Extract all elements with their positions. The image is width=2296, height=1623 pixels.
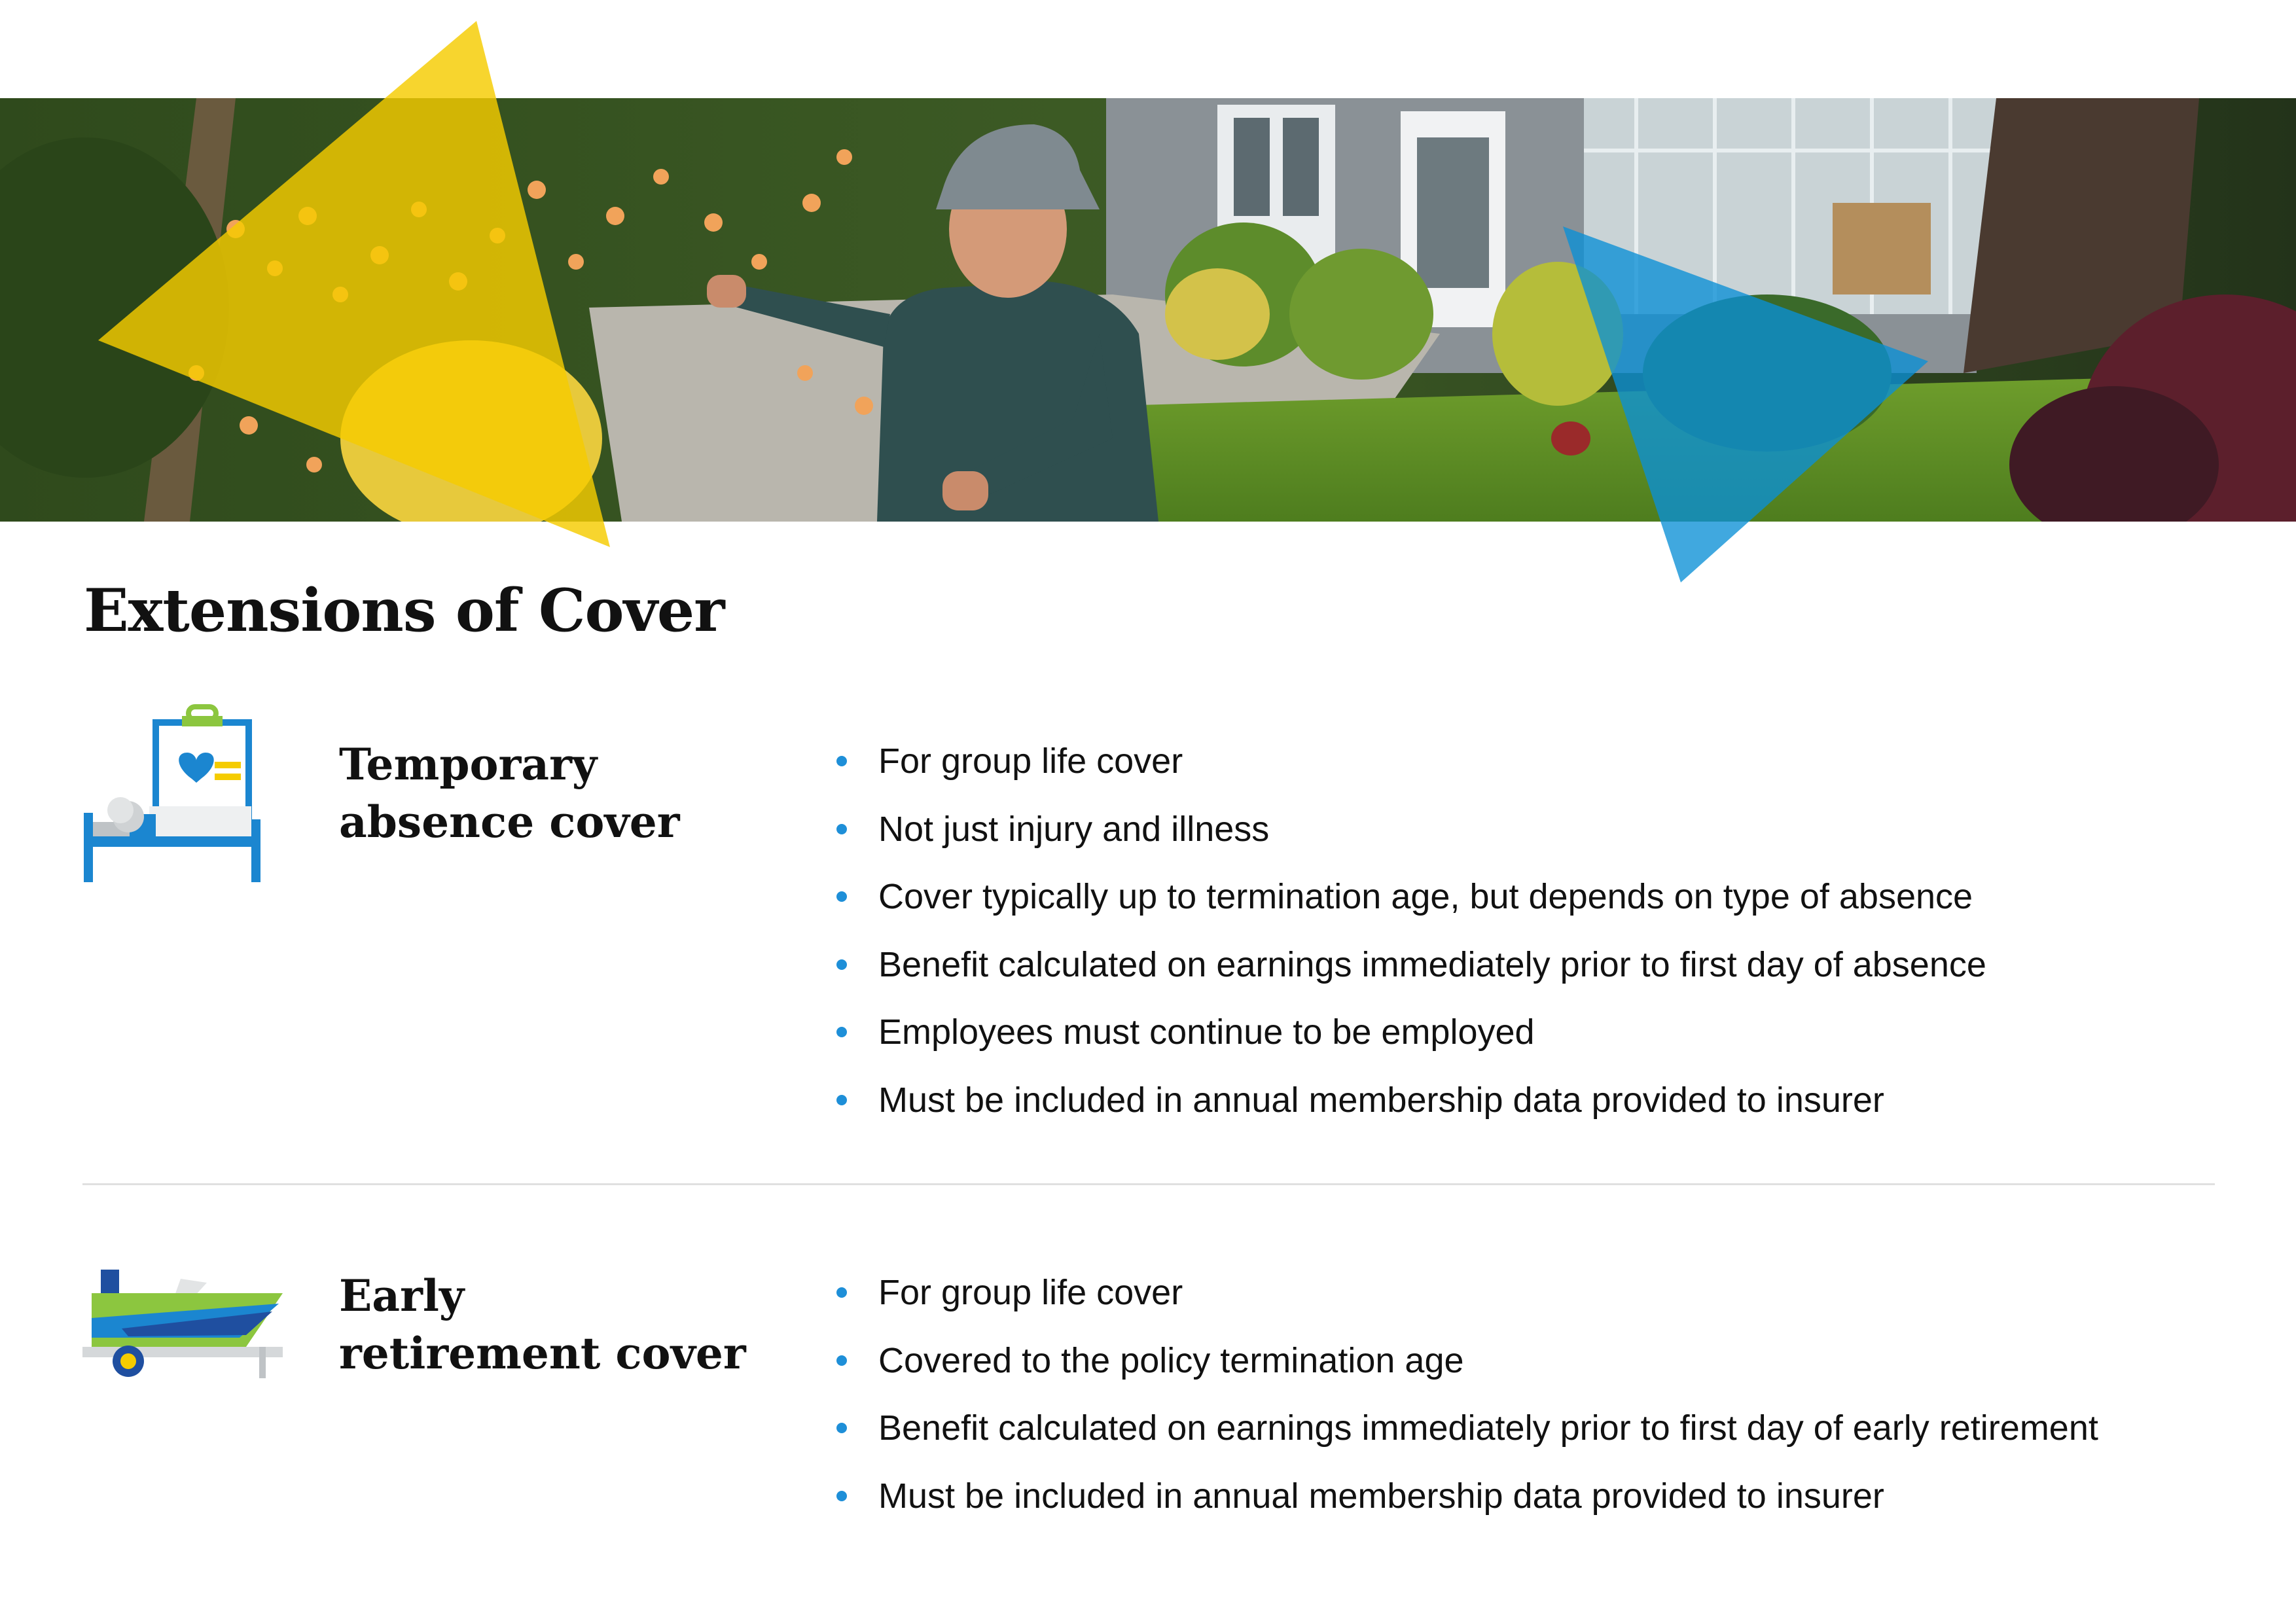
list-item-text: Cover typically up to termination age, but depends on type of absence [878,877,1973,916]
section-divider [82,1183,2215,1185]
section-heading-early-retirement [339,1267,746,1382]
heading-line: absence cover [339,796,680,847]
list-item [831,1270,2098,1338]
bullet-dot-icon [836,1491,847,1501]
list-item-text: Not just injury and illness [878,809,1270,849]
list-item-text: Benefit calculated on earnings immediately prior to first day of early retirement [878,1408,2098,1448]
list-item [831,806,1986,874]
heading-line: retirement cover [339,1328,746,1379]
garden-photo-illustration [0,98,2296,522]
list-item [831,738,1986,806]
list-item-text: Benefit calculated on earnings immediately prior to first day of absence [878,944,1986,984]
bullet-dot-icon [836,891,847,902]
list-item-text: Must be included in annual membership data provided to insurer [878,1476,1884,1516]
list-item-text: Employees must continue to be employed [878,1012,1535,1052]
list-item-text: Covered to the policy termination age [878,1340,1464,1380]
list-item [831,1077,1986,1145]
list-item [831,1405,2098,1473]
boat-trailer-icon [82,1264,283,1383]
bullet-dot-icon [836,1027,847,1037]
bullet-dot-icon [836,1423,847,1433]
page-title: Extensions of Cover [84,576,725,645]
list-item [831,942,1986,1010]
list-item-text: Must be included in annual membership data provided to insurer [878,1080,1884,1120]
bullet-dot-icon [836,1287,847,1298]
bullet-list-early-retirement [831,1270,2098,1541]
list-item-text: For group life cover [878,1273,1183,1312]
list-item [831,874,1986,942]
bullet-dot-icon [836,1355,847,1366]
list-item [831,1009,1986,1077]
section-heading-temporary-absence [339,736,680,851]
heading-line: Early [339,1270,465,1321]
bullet-dot-icon [836,824,847,834]
hero-photo [0,98,2296,522]
list-item [831,1338,2098,1406]
list-item-text: For group life cover [878,741,1183,781]
bullet-dot-icon [836,756,847,766]
list-item [831,1473,2098,1541]
bullet-list-temporary-absence [831,738,1986,1145]
heading-line: Temporary [339,739,598,790]
hospital-bed-icon [84,702,260,885]
bullet-dot-icon [836,959,847,970]
bullet-dot-icon [836,1095,847,1105]
